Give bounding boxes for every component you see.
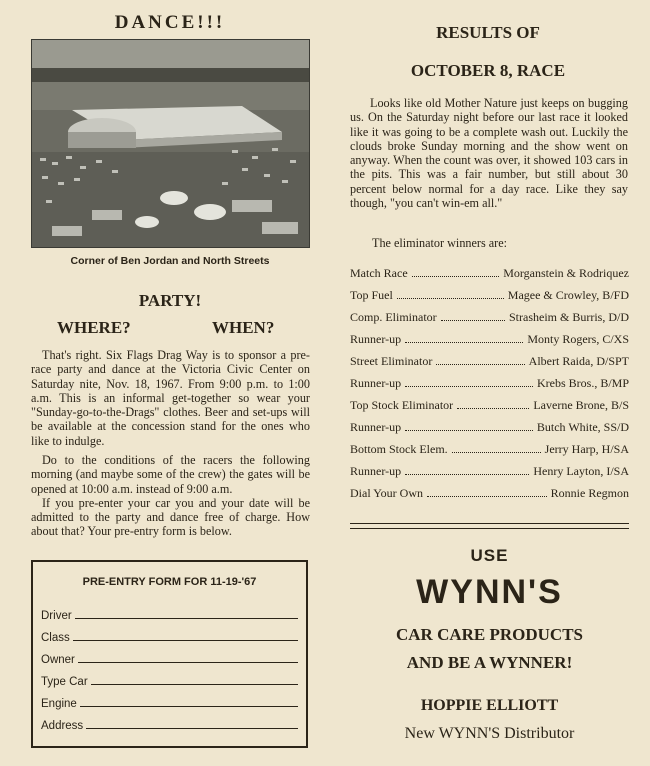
party-paragraph [31, 348, 310, 448]
leader-dots [405, 474, 529, 475]
form-field-class[interactable] [41, 626, 298, 644]
ad-distributor-title: New WYNN'S Distributor [404, 725, 575, 742]
winner-row [350, 288, 629, 303]
form-field-label: Address [41, 720, 84, 732]
form-field-engine[interactable] [41, 692, 298, 710]
form-blank-line[interactable] [73, 640, 298, 641]
section-divider [350, 523, 629, 524]
leader-dots [405, 342, 523, 343]
winner-name: Magee & Crowley, B/FD [507, 288, 629, 302]
ad-use-text: USE [470, 546, 509, 565]
leader-dots [427, 496, 547, 497]
form-field-owner[interactable] [41, 648, 298, 666]
ad-brand-logo: WYNN'S [416, 573, 563, 611]
ad-distributor-name: HOPPIE ELLIOTT [420, 697, 559, 714]
winner-name: Butch White, SS/D [536, 420, 629, 434]
leader-dots [452, 452, 541, 453]
pre-entry-form [31, 560, 308, 748]
form-field-type-car[interactable] [41, 670, 298, 688]
winner-row [350, 420, 629, 435]
winner-name: Krebs Bros., B/MP [536, 376, 629, 390]
results-title-line-1: RESULTS OF [436, 23, 540, 42]
winner-row [350, 332, 629, 347]
winner-name: Strasheim & Burris, D/D [509, 310, 629, 324]
form-blank-line[interactable] [91, 684, 298, 685]
winner-category: Runner-up [350, 464, 402, 478]
winner-row [350, 442, 629, 457]
form-blank-line[interactable] [86, 728, 298, 729]
ad-tagline-2: AND BE A WYNNER! [406, 653, 573, 672]
winner-name: Morganstein & Rodriquez [503, 266, 629, 280]
winner-category: Runner-up [350, 332, 402, 346]
winner-category: Dial Your Own [350, 486, 424, 500]
winner-row [350, 376, 629, 391]
gates-paragraph-text-2: If you pre-enter your car you and your date will be admitted to the party and dance free of charge. How about that? Your pre-entry form is below. [31, 495, 310, 539]
form-field-label: Driver [41, 610, 72, 622]
winner-category: Top Fuel [350, 288, 393, 302]
aerial-photo-graphic [32, 40, 309, 247]
winner-category: Runner-up [350, 420, 402, 434]
winner-name: Laverne Brone, B/S [533, 398, 629, 412]
winner-row [350, 464, 629, 479]
winners-intro: The eliminator winners are: [372, 236, 508, 250]
leader-dots [397, 298, 504, 299]
winner-row [350, 266, 629, 281]
form-field-label: Class [41, 632, 70, 644]
winner-name: Henry Layton, I/SA [533, 464, 629, 478]
results-title [345, 14, 631, 90]
winner-category: Comp. Eliminator [350, 310, 437, 324]
ad-tagline-1: CAR CARE PRODUCTS [395, 625, 583, 644]
winner-name: Monty Rogers, C/XS [527, 332, 629, 346]
when-label: WHEN? [212, 318, 275, 337]
winner-row [350, 486, 629, 501]
form-title: PRE-ENTRY FORM FOR 11-19-'67 [82, 576, 257, 588]
gates-paragraph [31, 453, 310, 539]
leader-dots [436, 364, 524, 365]
winner-name: Jerry Harp, H/SA [544, 442, 629, 456]
results-title-line-2: OCTOBER 8, RACE [410, 61, 566, 80]
leader-dots [405, 430, 533, 431]
party-paragraph-text: That's right. Six Flags Drag Way is to sponsor a pre-race party and dance at the Victoria Civic Center on Saturday nite, Nov. 18, 1967. From 9:00 p.m. to 1:00 a.m. This is an informal get-together so wear your "Sunday-go-to-the-Drags" clothes. Beer and set-ups will be available at the concession stand for the ones who like to indulge. [31, 348, 310, 448]
leader-dots [457, 408, 529, 409]
form-field-driver[interactable] [41, 604, 298, 622]
winner-category: Street Eliminator [350, 354, 433, 368]
dance-title: DANCE!!! [114, 12, 226, 33]
form-field-address[interactable] [41, 714, 298, 732]
results-paragraph-text: Looks like old Mother Nature just keeps on bugging us. On the Saturday night before our last race it looked like it was going to be a complete wash out. Luckily the clouds broke Sunday morning and the show went on anyway. When the count was over, it showed 103 cars in the pits. This was a fair number, but still about 30 percent below normal for a day race. Like they say though, "you can't win-em all." [350, 96, 628, 211]
form-blank-line[interactable] [80, 706, 298, 707]
gates-paragraph-text-1: Do to the conditions of the racers the following morning (and maybe some of the crew) the gates will be opened at 10:00 a.m. instead of 9:00 a.m. [31, 453, 310, 496]
where-label: WHERE? [57, 318, 131, 337]
form-field-label: Owner [41, 654, 75, 666]
form-blank-line[interactable] [75, 618, 298, 619]
winner-category: Match Race [350, 266, 408, 280]
form-field-label: Engine [41, 698, 77, 710]
form-blank-line[interactable] [78, 662, 298, 663]
form-field-label: Type Car [41, 676, 88, 688]
winner-category: Runner-up [350, 376, 402, 390]
leader-dots [412, 276, 500, 277]
winner-row [350, 398, 629, 413]
results-paragraph [350, 96, 628, 210]
winner-name: Albert Raida, D/SPT [528, 354, 629, 368]
leader-dots [405, 386, 533, 387]
winner-row [350, 310, 629, 325]
winner-row [350, 354, 629, 369]
aerial-photo [31, 39, 310, 248]
photo-caption: Corner of Ben Jordan and North Streets [70, 255, 270, 267]
section-divider [350, 528, 629, 529]
party-title: PARTY! [138, 291, 202, 310]
winner-category: Bottom Stock Elem. [350, 442, 448, 456]
winner-name: Ronnie Regmon [550, 486, 629, 500]
winner-category: Top Stock Eliminator [350, 398, 454, 412]
leader-dots [441, 320, 505, 321]
